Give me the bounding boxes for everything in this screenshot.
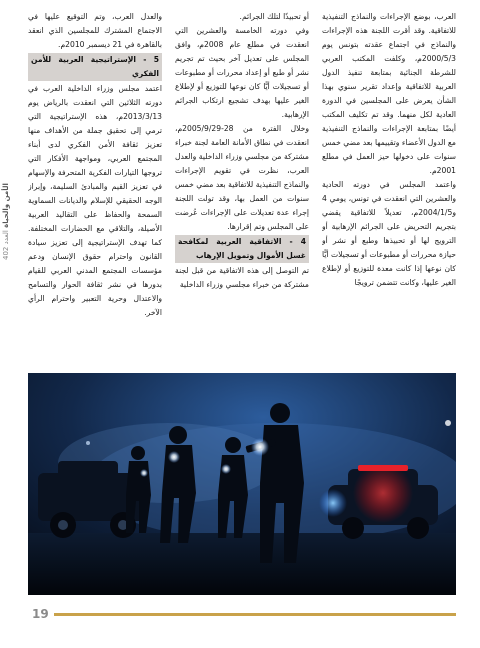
night-security-operation-image xyxy=(28,373,456,595)
column-right xyxy=(322,10,456,366)
column-middle-paragraph: وخلال الفترة من 28-2005/9/29م، انعقدت في نطاق الأمانة العامة لجنة خبراء مشتركة من مجلسي وزراء الداخلية والعدل العرب، نظرت في تقويم الإجراءات والنماذج التنفيذية للاتفاقية بعد مضي خمس سنوات من العمل بها، وقد تولت اللجنة إجراء عدة تعديلات على الإجراءات عُرضت على المجلس وتم إقرارها. xyxy=(175,124,309,231)
article-columns xyxy=(28,10,456,366)
section-heading-5: 5 - الإستراتيجية العربية للأمن الفكري xyxy=(28,53,162,81)
column-left xyxy=(28,10,162,366)
magazine-title: الأمن والحياة xyxy=(2,183,10,228)
article-photo xyxy=(28,373,456,595)
column-right-paragraph: العرب، بوضع الإجراءات والنماذج التنفيذية للاتفاقية. وقد أقرت اللجنة هذه الإجراءات والنماذج في اجتماع عقدته بتونس يوم 2000/5/3م، وكلفت المكتب العربي للشرطة الجنائية بمتابعة تنفيذ الدول العربية للاتفاقية وإعداد تقرير سنوي بهذا الشأن يعرض على المجلسين في الدورة العادية لكل منهما. وقد تم تكليف المكتب أيضًا بمتابعة الإجراءات والنماذج التنفيذية مع الدول الأعضاء وتقييمها بعد مضي خمس سنوات على دخولها حيز العمل في مطلع 2001م. xyxy=(322,12,456,175)
column-left-intro: والعدل العرب، وتم التوقيع عليها في الاجتماع المشترك للمجلسين الذي انعقد بالقاهرة في 21 ديسمبر 2010م. xyxy=(28,12,162,49)
column-middle-paragraph: تم التوصل إلى هذه الاتفاقية من قبل لجنة مشتركة من خبراء مجلسي وزراء الداخلية xyxy=(175,266,309,289)
column-left-paragraph: اعتمد مجلس وزراء الداخلية العرب في دورته الثلاثين التي انعقدت بالرياض يوم 2013/3/13م، هذه الإستراتيجية التي ترمي إلى تحقيق جملة من الأهداف منها تعزيز ثقافة الأمن الفكري لدى أبناء المجتمع العربي، ومواجهة الأفكار التي تروجها التيارات الفكرية المتحرفة والإسهام في تعزيز القيم والمبادئ السليمة، وإبراز الوجه الحقيقي للإسلام والديانات السماوية السمحة والحفاظ على التقاليد العربية الأصيلة، والتلاقي مع الحضارات المختلفة. كما تهدف الإستراتيجية إلى تعزيز سيادة القانون واحترام حقوق الإنسان ودعم مؤسسات المجتمع المدني العربي للقيام بدورها في نشر ثقافة الحوار والتسامح والاعتدال وحرية التعبير واحترام الرأي الآخر. xyxy=(28,84,162,317)
column-middle xyxy=(175,10,309,366)
column-middle-paragraph: وفي دورته الخامسة والعشرين التي انعقدت في مطلع عام 2008م، وافق المجلس على تعديل آخر بحيث تم تجريم نشر أو طبع أو إعداد محررات أو مطبوعات أو تسجيلات أيًّا كان نوعها للتوزيع أو لإطلاع الغير عليها بهدف تشجيع ارتكاب الجرائم الإرهابية. xyxy=(175,26,309,119)
section-heading-4: 4 - الاتفاقية العربية لمكافحة غسل الأموال وتمويل الإرهاب xyxy=(175,235,309,263)
column-middle-paragraph: أو تحبيذًا لتلك الجرائم. xyxy=(239,12,309,21)
page-number: 19 xyxy=(32,607,49,621)
issue-number: العدد 402 xyxy=(2,230,10,260)
footer-rule xyxy=(54,613,456,616)
column-right-paragraph: واعتمد المجلس في دورته الحادية والعشرين التي انعقدت في تونس، يومي 4 و2004/1/5م، تعديلاً للاتفاقية يقضي بتجريم التحريض على الجرائم الإرهابية أو الترويج لها أو تحبيذها وطبع أو نشر أو حيازة محررات أو مطبوعات أو تسجيلات أيًّا كان نوعها إذا كانت معدة للتوزيع أو لإطلاع الغير عليها، وكانت تتضمن ترويجًا xyxy=(322,180,456,287)
running-header-label xyxy=(2,150,18,260)
